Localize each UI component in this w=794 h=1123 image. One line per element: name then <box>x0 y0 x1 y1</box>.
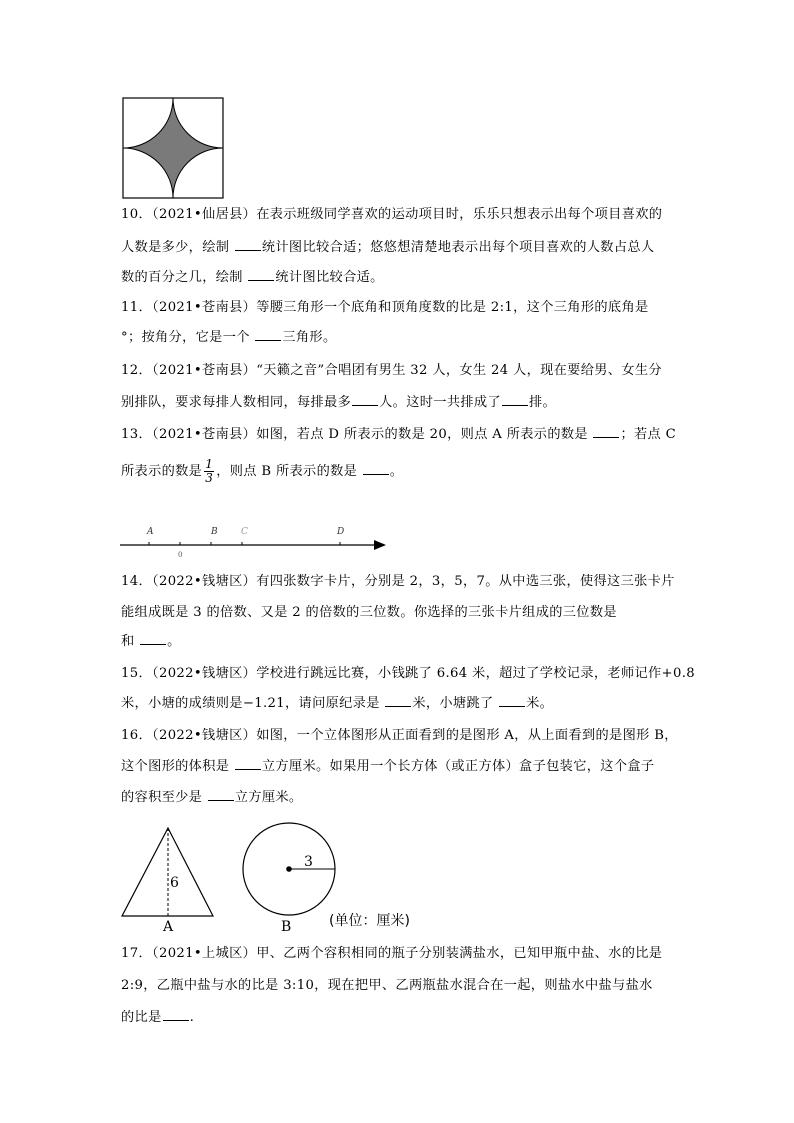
q16-line2 <box>121 757 654 777</box>
q14-line1: 14．（2022•钱塘区）有四张数字卡片，分别是 2，3，5，7。从中选三张，使得这三张卡片 <box>121 574 675 589</box>
q13-text: ；若点 C <box>620 427 677 442</box>
q13-text: 。 <box>389 464 404 479</box>
q15-line2 <box>121 694 553 714</box>
point-label-a: A <box>147 527 154 537</box>
q16-line1: 16．（2022•钱塘区）如图，一个立体图形从正面看到的是图形 A，从上面看到的是图形 B， <box>121 728 678 743</box>
q16-blank-2[interactable] <box>208 788 234 801</box>
q15-text: 米。 <box>526 696 554 711</box>
q12-text: 人。这时一共排成了 <box>379 395 501 410</box>
point-label-c: C <box>241 527 248 537</box>
q13-text: 所表示的数是 <box>121 464 203 479</box>
q17-line1: 17．（2021•上城区）甲、乙两个容积相同的瓶子分别装满盐水，已知甲瓶中盐、水的比是 <box>121 946 663 961</box>
q14-text: 和 <box>121 634 140 649</box>
q10-text: 统计图比较合适。 <box>275 270 384 285</box>
q14-text: 。 <box>167 634 181 649</box>
one-third-fraction <box>204 458 214 485</box>
q11-text: °；按角分，它是一个 <box>121 330 255 345</box>
q17-line2: 2:9，乙瓶中盐与水的比是 3:10，现在把甲、乙两瓶盐水混合在一起，则盐水中盐与盐水 <box>121 978 653 993</box>
q16-text: 的容积至少是 <box>121 790 207 805</box>
q10-text: 统计图比较合适；悠悠想清楚地表示出每个项目喜欢的人数占总人 <box>261 240 655 255</box>
q15-text: 米，小塘跳了 <box>412 696 499 711</box>
q10-line1: 10．（2021•仙居县）在表示班级同学喜欢的运动项目时，乐乐只想表示出每个项目喜欢的 <box>121 207 663 222</box>
q16-blank-1[interactable] <box>235 757 261 770</box>
q10-line2 <box>121 238 654 258</box>
q17-line3 <box>121 1008 194 1028</box>
q10-line3 <box>121 268 384 288</box>
q15-blank-2[interactable] <box>499 694 525 707</box>
circle-radius-label: 3 <box>304 854 313 870</box>
q17-blank[interactable] <box>163 1008 189 1021</box>
q16-text: 这个图形的体积是 <box>121 759 234 774</box>
q17-text: 的比是 <box>121 1010 162 1025</box>
q11-text: 三角形。 <box>282 330 337 345</box>
q13-line1 <box>121 425 676 445</box>
q16-text: 立方厘米。如果用一个长方体（或正方体）盒子包装它，这个盒子 <box>261 759 655 774</box>
point-label-b: B <box>211 527 218 537</box>
q12-line2 <box>121 393 556 413</box>
point-label-d: D <box>337 527 345 537</box>
q12-text: 别排队，要求每排人数相同，每排最多 <box>121 395 352 410</box>
q12-blank-2[interactable] <box>502 393 528 406</box>
q10-blank-2[interactable] <box>248 268 274 281</box>
q15-blank-1[interactable] <box>385 694 411 707</box>
q10-blank-1[interactable] <box>235 238 261 251</box>
q13-blank-1[interactable] <box>593 425 619 438</box>
zero-label: 0 <box>178 551 183 559</box>
q16-text: 立方厘米。 <box>234 790 303 805</box>
triangle-height-label: 6 <box>170 875 179 891</box>
circle-figure-b <box>240 820 340 935</box>
q15-text: 米，小塘的成绩则是−1.21，请问原纪录是 <box>121 696 385 711</box>
q13-line2 <box>121 458 403 485</box>
number-line <box>118 520 388 560</box>
q14-blank[interactable] <box>140 632 166 645</box>
q14-line2: 能组成既是 3 的倍数、又是 2 的倍数的三位数。你选择的三张卡片组成的三位数是 <box>121 605 617 620</box>
q10-text: 数的百分之几，绘制 <box>121 270 248 285</box>
q11-blank[interactable] <box>255 328 281 341</box>
triangle-label: A <box>163 919 174 935</box>
fraction-numerator: 1 <box>205 457 214 471</box>
unit-label: (单位：厘米) <box>329 913 410 929</box>
q16-line3 <box>121 788 302 808</box>
q12-blank-1[interactable] <box>352 393 378 406</box>
fraction-denominator: 3 <box>205 471 214 485</box>
q13-blank-2[interactable] <box>363 462 389 475</box>
q13-text: ，则点 B 所表示的数是 <box>216 464 362 479</box>
q17-text: . <box>189 1010 195 1025</box>
q10-text: 人数是多少，绘制 <box>121 240 234 255</box>
concave-square-figure <box>122 97 224 199</box>
q12-line1: 12．（2021•苍南县）“天籁之音”合唱团有男生 32 人，女生 24 人，现在要给男、女生分 <box>121 363 662 378</box>
q14-line3 <box>121 632 181 652</box>
q12-text: 排。 <box>528 395 557 410</box>
q13-text: 13．（2021•苍南县）如图，若点 D 所表示的数是 20，则点 A 所表示的数是 <box>121 427 593 442</box>
q11-line2 <box>121 328 336 348</box>
circle-label: B <box>281 919 292 935</box>
triangle-figure-a <box>118 826 218 936</box>
q11-line1: 11．（2021•苍南县）等腰三角形一个底角和顶角度数的比是 2:1，这个三角形的底角是 <box>121 300 649 315</box>
q15-line1: 15．（2022•钱塘区）学校进行跳远比赛，小钱跳了 6.64 米，超过了学校记录，老师记作+0.8 <box>121 666 695 681</box>
